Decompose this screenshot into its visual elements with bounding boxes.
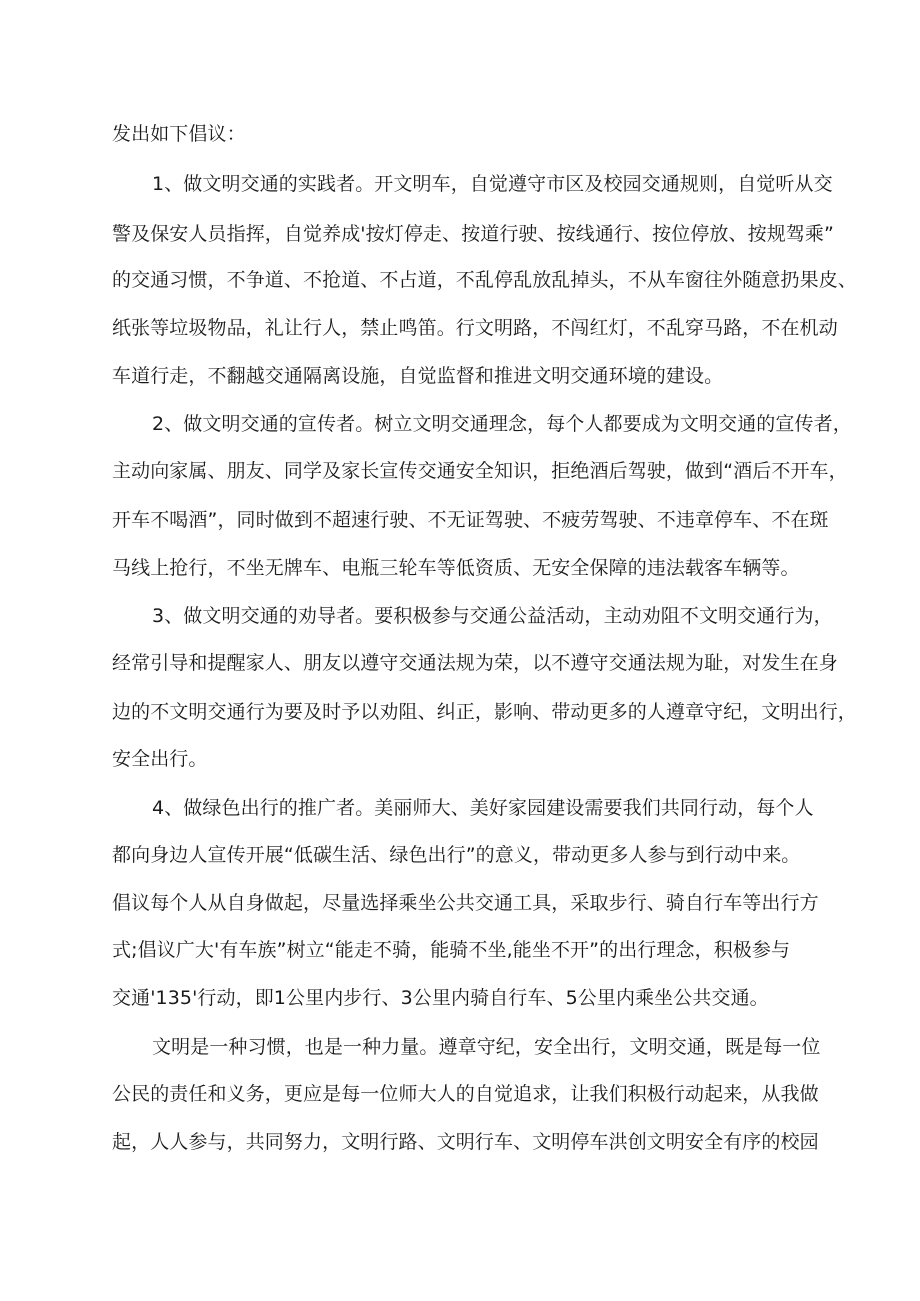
text-line: 纸张等垃圾物品，礼让行人，禁止鸣笛。行文明路，不闯红灯，不乱穿马路，不在机动	[112, 317, 838, 339]
text-line-closing: 文明是一种习惯，也是一种力量。遵章守纪，安全出行，文明交通，既是每一位	[152, 1036, 821, 1058]
text-line-item3: 3、做文明交通的劝导者。要积极参与交通公益活动，主动劝阻不文明交通行为，	[152, 605, 833, 627]
text-line: 安全出行。	[112, 748, 208, 770]
text-line: 边的不文明交通行为要及时予以劝阻、纠正，影响、带动更多的人遵章守纪，文明出行，	[112, 701, 857, 723]
text-line: 公民的责任和义务，更应是每一位师大人的自觉追求，让我们积极行动起来，从我做	[112, 1083, 819, 1105]
text-line: 式;倡议广大'有车族”树立“能走不骑，能骑不坐,能坐不开”的出行理念，积极参与	[112, 939, 791, 961]
text-line: 经常引导和提醒家人、朋友以遵守交通法规为荣，以不遵守交通法规为耻，对发生在身	[112, 652, 838, 674]
text-line-item1: 1、做文明交通的实践者。开文明车，自觉遵守市区及校园交通规则，自觉听从交	[152, 173, 833, 195]
text-line-intro: 发出如下倡议：	[112, 123, 246, 145]
text-line: 交通'135'行动，即1公里内步行、3公里内骑自行车、5公里内乘坐公共交通。	[112, 987, 769, 1009]
text-line-item4: 4、做绿色出行的推广者。美丽师大、美好家园建设需要我们共同行动，每个人	[152, 797, 814, 819]
text-line: 倡议每个人从自身做起，尽量选择乘坐公共交通工具，采取步行、骑自行车等出行方	[112, 892, 819, 914]
text-line: 车道行走，不翻越交通隔离设施，自觉监督和推进文明交通环境的建设。	[112, 365, 724, 387]
text-line: 开车不喝酒”，同时做到不超速行驶、不无证驾驶、不疲劳驾驶、不违章停车、不在斑	[112, 509, 829, 531]
text-line: 的交通习惯，不争道、不抢道、不占道，不乱停乱放乱掉头，不从车窗往外随意扔果皮、	[112, 269, 857, 291]
text-line-item2: 2、做文明交通的宣传者。树立文明交通理念，每个人都要成为文明交通的宣传者，	[152, 413, 852, 435]
text-line: 警及保安人员指挥，自觉养成'按灯停走、按道行驶、按线通行、按位停放、按规驾乘”	[112, 223, 834, 245]
text-line: 都向身边人宣传开展“低碳生活、绿色出行”的意义，带动更多人参与到行动中来。	[112, 844, 801, 866]
text-line: 马线上抢行，不坐无牌车、电瓶三轮车等低资质、无安全保障的违法载客车辆等。	[112, 557, 800, 579]
text-line: 起，人人参与，共同努力，文明行路、文明行车、文明停车洪创文明安全有序的校园	[112, 1131, 819, 1153]
text-line: 主动向家属、朋友、同学及家长宣传交通安全知识，拒绝酒后驾驶，做到“酒后不开车，	[112, 460, 848, 482]
